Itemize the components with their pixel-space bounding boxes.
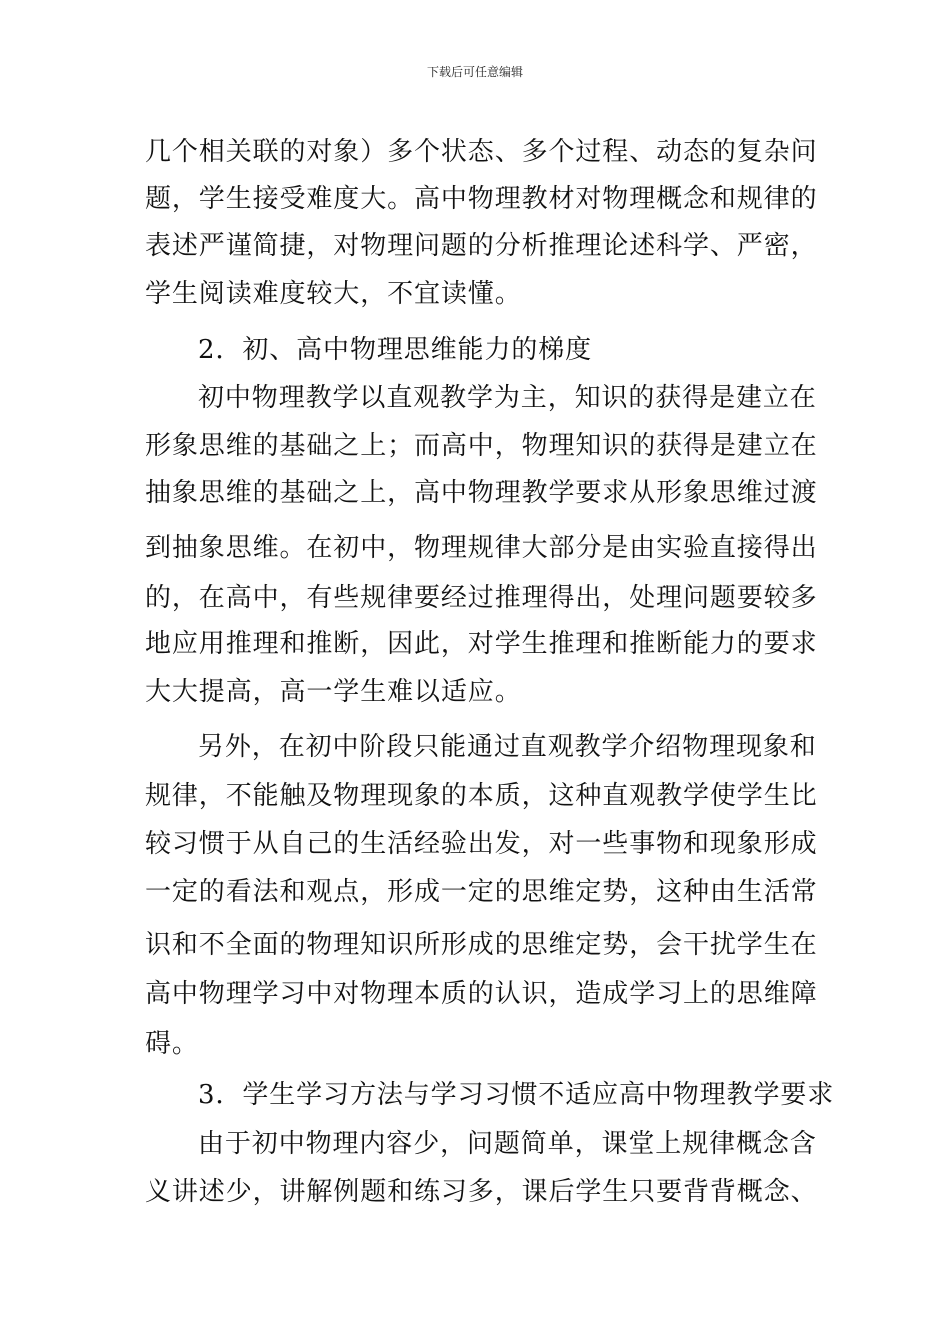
page-header: 下载后可任意编辑 [426,65,523,79]
text-line: 初中物理教学以直观教学为主，知识的获得是建立在 [198,383,817,413]
text-line: 义讲述少，讲解例题和练习多，课后学生只要背背概念、 [145,1177,818,1207]
text-line: 表述严谨简捷，对物理问题的分析推理论述科学、严密， [145,231,818,261]
text-line: 碍。 [145,1029,199,1059]
text-line: 一定的看法和观点，形成一定的思维定势，这种由生活常 [145,877,818,907]
text-line: 形象思维的基础之上；而高中，物理知识的获得是建立在 [145,431,818,461]
text-line: 识和不全面的物理知识所形成的思维定势，会干扰学生在 [145,930,818,960]
section-heading: 3．学生学习方法与学习习惯不适应高中物理教学要求 [198,1080,835,1110]
text-line: 地应用推理和推断，因此，对学生推理和推断能力的要求 [145,629,818,659]
text-line: 较习惯于从自己的生活经验出发，对一些事物和现象形成 [145,829,818,859]
text-line: 的，在高中，有些规律要经过推理得出，处理问题要较多 [145,583,818,613]
text-line: 几个相关联的对象）多个状态、多个过程、动态的复杂问 [145,137,818,167]
text-line: 规律，不能触及物理现象的本质，这种直观教学使学生比 [145,781,818,811]
text-line: 高中物理学习中对物理本质的认识，造成学习上的思维障 [145,979,818,1009]
text-line: 题，学生接受难度大。高中物理教材对物理概念和规律的 [145,184,818,214]
section-heading: 2．初、高中物理思维能力的梯度 [198,335,593,365]
text-line: 到抽象思维。在初中，物理规律大部分是由实验直接得出 [145,533,818,563]
text-line: 学生阅读难度较大，不宜读懂。 [145,279,522,309]
text-line: 大大提高，高一学生难以适应。 [145,677,522,707]
text-line: 另外，在初中阶段只能通过直观教学介绍物理现象和 [198,732,817,762]
text-line: 抽象思维的基础之上，高中物理教学要求从形象思维过渡 [145,478,818,508]
text-line: 由于初中物理内容少，问题简单，课堂上规律概念含 [198,1129,817,1159]
